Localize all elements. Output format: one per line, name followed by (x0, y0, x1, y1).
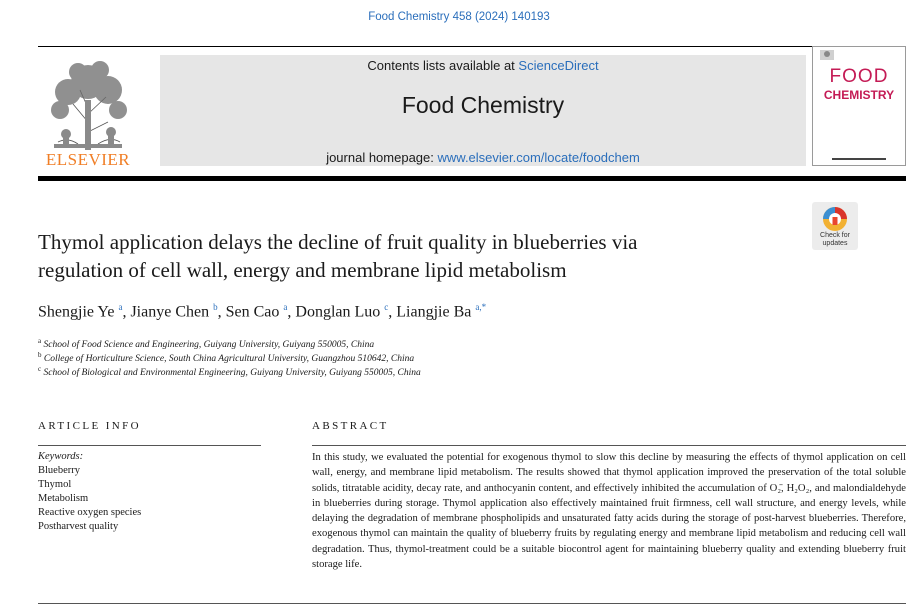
keyword-item: Postharvest quality (38, 521, 119, 532)
header-top-rule (38, 46, 816, 47)
affiliation-text: School of Biological and Environmental Engineering, Guiyang University, Guiyang 550005, China (43, 368, 421, 379)
homepage-prefix: journal homepage: (326, 150, 438, 165)
affiliation-mark: b (38, 351, 42, 359)
article-info-heading: ARTICLE INFO (38, 420, 141, 432)
article-info-rule (38, 445, 261, 446)
elsevier-wordmark: ELSEVIER (45, 150, 131, 169)
check-for-updates-icon (821, 205, 849, 233)
keyword-item: Metabolism (38, 493, 89, 504)
keyword-item: Thymol (38, 479, 72, 490)
cover-footer-bar (832, 158, 886, 160)
author-name[interactable]: Shengjie Ye (38, 303, 115, 321)
cover-title-chemistry: CHEMISTRY (823, 88, 895, 102)
keywords-label: Keywords: (38, 451, 84, 462)
header-bottom-rule (38, 176, 906, 181)
affiliation-text: School of Food Science and Engineering, Guiyang University, Guiyang 550005, China (43, 340, 375, 351)
keyword-item: Reactive oxygen species (38, 507, 142, 518)
article-title (38, 228, 798, 284)
abstract-heading: ABSTRACT (312, 420, 389, 432)
contents-prefix: Contents lists available at (367, 58, 519, 73)
author-list: Shengjie Ye $^a$, Jianye Chen $^b$, Sen Cao $^a$, Donglan Luo $^c$, Liangjie Ba $^{a,*}$ (38, 302, 487, 321)
sciencedirect-link[interactable]: ScienceDirect (518, 58, 599, 73)
journal-citation[interactable]: Food Chemistry 458 (2024) 140193 (368, 11, 550, 23)
author-affiliation-mark[interactable]: b (213, 302, 218, 312)
affiliation-item (38, 337, 374, 350)
affiliation-mark: c (38, 365, 42, 373)
author-affiliation-mark[interactable]: c (384, 302, 389, 312)
check-for-updates-label (812, 232, 858, 248)
affiliation-mark: a (38, 337, 42, 345)
article-title-line2: regulation of cell wall, energy and membrane lipid metabolism (38, 258, 567, 282)
cover-publisher-mark (820, 50, 834, 60)
check-label-line1: Check for (820, 232, 850, 239)
author-affiliation-mark[interactable]: a (118, 302, 123, 312)
affiliation-item (38, 351, 414, 364)
check-label-line2: updates (822, 240, 848, 247)
journal-homepage-link[interactable]: www.elsevier.com/locate/foodchem (437, 150, 640, 165)
author-name[interactable]: Liangjie Ba (396, 303, 472, 321)
author-affiliation-mark[interactable]: a,* (475, 302, 487, 312)
author-affiliation-mark[interactable]: a (283, 302, 288, 312)
author-name[interactable]: Jianye Chen (130, 303, 210, 321)
homepage-line (160, 150, 806, 165)
author-name[interactable]: Donglan Luo (295, 303, 381, 321)
bottom-rule (38, 603, 906, 604)
contents-line (160, 58, 806, 73)
abstract-rule (312, 445, 906, 446)
cover-title-food: FOOD (829, 66, 889, 87)
keyword-item: Blueberry (38, 465, 80, 476)
journal-title: Food Chemistry (401, 92, 565, 118)
journal-cover-thumbnail[interactable] (812, 46, 906, 166)
author-name[interactable]: Sen Cao (225, 303, 280, 321)
article-title-line1: Thymol application delays the decline of fruit quality in blueberries via (38, 230, 638, 254)
affiliation-item (38, 365, 421, 378)
abstract-text: In this study, we evaluated the potential for exogenous thymol to slow this decline by measuring the effects of thymol application on cell wall, energy, and membrane lipid metabolism. The results showed that thymol application improved the preservation of the total soluble solids, titratable acidity, decay rate, and anthocyanin content, and effectively inhibited the accumulation of O₂̄, H₂O₂, and malondialdehyde in blueberries during storage. Thymol application also effectively maintained fruit firmness, cell wall structure, and energy levels, while delaying the degradation of membrane phospholipids and unsaturated fatty acids during the storage of post-harvest blueberries. Therefore, exogenous thymol can maintain the quality of blueberry fruits by regulating energy and membrane lipid metabolism and reducing cell wall degradation. Thus, thymol-treatment could be a suitable biocontrol agent for maintaining blueberry quality and extending blueberry fruit storage life. (312, 452, 906, 571)
affiliation-text: College of Horticulture Science, South China Agricultural University, Guangzhou 510642, China (43, 354, 415, 365)
